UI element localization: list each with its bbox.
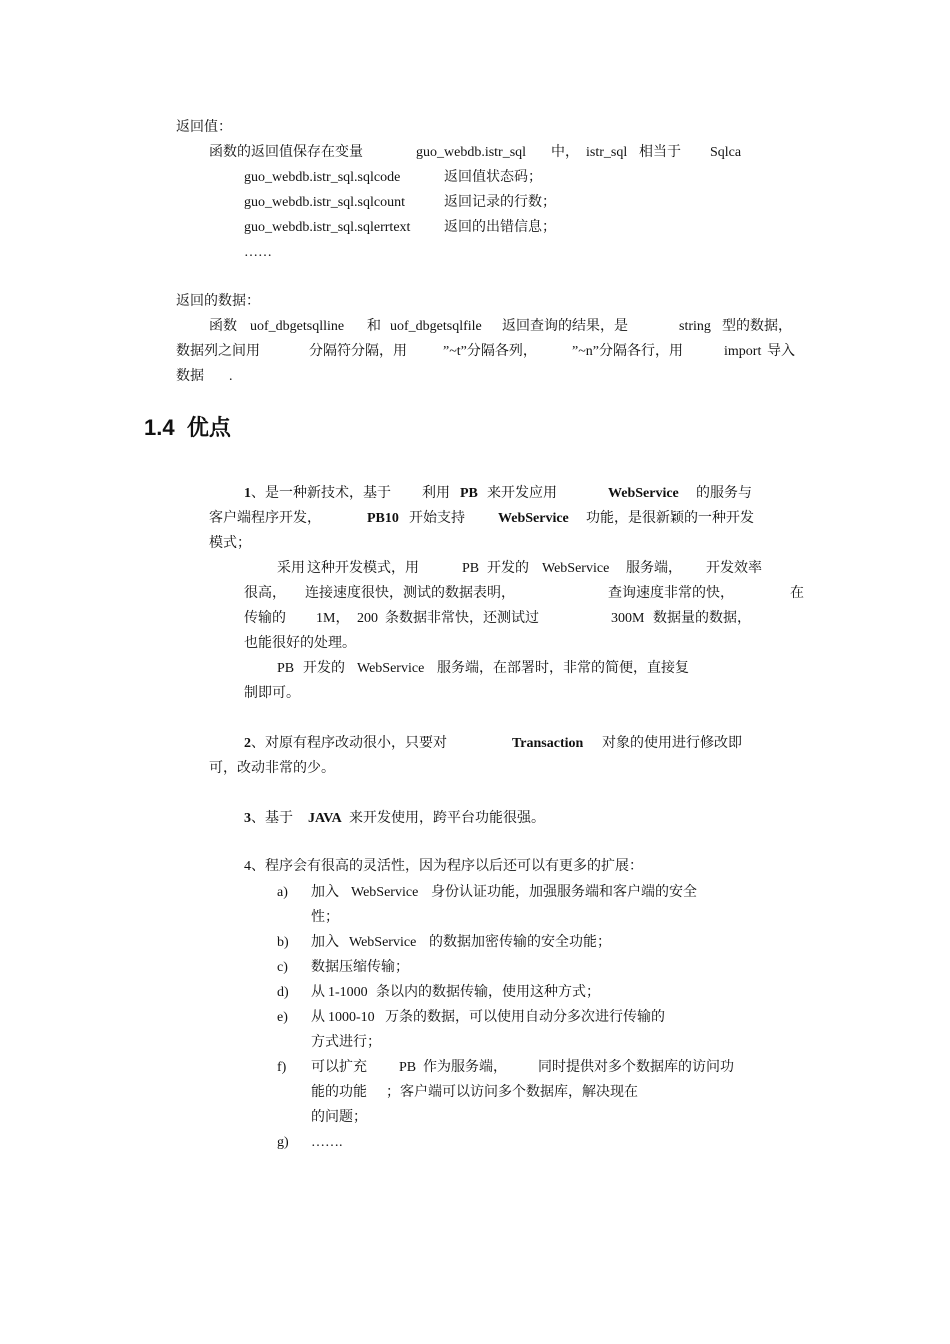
return-desc-d: istr_sql [586, 145, 628, 160]
p1-l8-c: WebService [357, 661, 425, 676]
item-f-l1b: PB [399, 1060, 417, 1075]
data-l1-c: 和 [367, 319, 381, 334]
code-sqlerrtext: guo_webdb.istr_sql.sqlerrtext [244, 220, 411, 235]
return-desc-b: guo_webdb.istr_sql [416, 145, 527, 160]
p1-l7: 也能很好的处理。 [244, 636, 356, 651]
item-e-l1a: 从 [311, 1010, 325, 1025]
item-c-l1a: 数据压缩传输； [311, 960, 409, 975]
data-l1-d: uof_dbgetsqlfile [390, 319, 482, 334]
p1-l6-e: 300M [611, 611, 645, 626]
item-a-l1a: 加入 [311, 885, 339, 900]
returned-data-title: 返回的数据： [176, 294, 260, 309]
item-f-l2a: 能的功能 [311, 1085, 367, 1100]
item-d-l1a: 从 [311, 985, 325, 1000]
p1-l2-b: PB10 [367, 511, 399, 526]
return-desc-c: 中， [551, 145, 579, 160]
item-d-l1c: 条以内的数据传输，使用这种方式； [376, 985, 600, 1000]
p2-l2: 可，改动非常的少。 [209, 761, 335, 776]
item-f-l1a: 可以扩充 [311, 1060, 367, 1075]
data-l2-c: ”~t”分隔各列， [443, 344, 537, 359]
data-l2-d: ”~n”分隔各行，用 [572, 344, 684, 359]
return-value-title: 返回值： [176, 120, 232, 135]
list-marker-b: b) [277, 935, 289, 950]
p1-num: 1 [244, 486, 251, 501]
item-f-l1c: 作为服务端， [423, 1060, 507, 1075]
return-desc-e: 相当于 [639, 145, 681, 160]
p1-l1-e: WebService [608, 486, 679, 501]
data-l2-e: import [724, 344, 762, 359]
p1-l5-b: 连接速度很快，测试的数据表明， [305, 586, 515, 601]
p1-l8-b: 开发的 [303, 661, 345, 676]
p1-l6-f: 数据量的数据， [653, 611, 751, 626]
p2-l1-lead [244, 735, 447, 753]
p2-num: 2 [244, 736, 251, 751]
code-sqlcode: guo_webdb.istr_sql.sqlcode [244, 170, 401, 185]
p1-l1-f: 的服务与 [696, 486, 752, 501]
code-sqlcount: guo_webdb.istr_sql.sqlcount [244, 195, 405, 210]
p1-l2-d: WebService [498, 511, 569, 526]
section-title: 优点 [186, 415, 231, 440]
data-l1-e: 返回查询的结果，是 [502, 319, 628, 334]
list-marker-g: g) [277, 1135, 289, 1150]
item-b-l1a: 加入 [311, 935, 339, 950]
list-marker-f: f) [277, 1060, 287, 1075]
p1-l9: 制即可。 [244, 686, 300, 701]
p1-l4-a: 采用 [277, 561, 305, 576]
data-l1-g: 型的数据， [722, 319, 792, 334]
p1-l1-b: 利用 [422, 486, 450, 501]
data-l2-b: 分隔符分隔，用 [309, 344, 407, 359]
p1-l4-c: PB [462, 561, 480, 576]
p1-l6-b: 1M， [316, 611, 350, 626]
item-f-l3: 的问题； [311, 1110, 367, 1125]
p3-b: JAVA [308, 811, 342, 826]
item-g-l1a: ……. [311, 1135, 343, 1150]
return-desc-f: Sqlca [710, 145, 742, 160]
p1-l8-d: 服务端，在部署时，非常的简便，直接复 [437, 661, 689, 676]
item-a-l2: 性； [311, 910, 339, 925]
item-b-l1b: WebService [349, 935, 417, 950]
data-l3-b: . [229, 369, 233, 384]
code-sqlcount-desc: 返回记录的行数； [444, 195, 556, 210]
item-f-l1d: 同时提供对多个数据库的访问功 [538, 1060, 734, 1075]
p1-l1-d: 来开发应用 [487, 486, 557, 501]
p1-l6-d: 条数据非常快，还测试过 [385, 611, 539, 626]
data-l2-f: 导入 [767, 344, 795, 359]
section-heading [144, 414, 231, 442]
p1-l3: 模式； [209, 536, 251, 551]
list-marker-a: a) [277, 885, 288, 900]
item-d-l1b: 1-1000 [328, 985, 368, 1000]
item-a-l1c: 身份认证功能，加强服务端和客户端的安全 [431, 885, 697, 900]
list-marker-c: c) [277, 960, 288, 975]
p1-l8-a: PB [277, 661, 295, 676]
p3-a: 、基于 [251, 811, 293, 826]
p1-l4-g: 开发效率 [706, 561, 762, 576]
p1-l2-a: 客户端程序开发， [209, 511, 321, 526]
code-sqlerrtext-desc: 返回的出错信息； [444, 220, 556, 235]
code-sqlcode-desc: 返回值状态码； [444, 170, 542, 185]
section-number: 1.4 [144, 415, 175, 440]
p1-l4-f: 服务端， [626, 561, 682, 576]
p2-l1-c: 对象的使用进行修改即 [602, 736, 742, 751]
item-b-l1c: 的数据加密传输的安全功能； [429, 935, 611, 950]
item-e-l2: 方式进行； [311, 1035, 381, 1050]
p1-l4-d: 开发的 [487, 561, 529, 576]
p1-l4-e: WebService [542, 561, 610, 576]
p1-l4-b: 这种开发模式，用 [307, 561, 419, 576]
p1-l2-c: 开始支持 [409, 511, 465, 526]
data-l3-a: 数据 [176, 369, 204, 384]
p3-num: 3 [244, 811, 251, 826]
return-desc-a: 函数的返回值保存在变量 [209, 145, 363, 160]
p1-l5-d: 在 [790, 586, 804, 601]
p1-l1-c: PB [460, 486, 478, 501]
data-l2-a: 数据列之间用 [176, 344, 260, 359]
p4-intro: 4、程序会有很高的灵活性，因为程序以后还可以有更多的扩展： [244, 859, 643, 874]
data-l1-f: string [679, 319, 711, 334]
code-ellipsis: …… [244, 245, 272, 260]
item-f-l2b: ；客户端可以访问多个数据库，解决现在 [386, 1085, 638, 1100]
list-marker-e: e) [277, 1010, 288, 1025]
item-e-l1b: 1000-10 [328, 1010, 375, 1025]
p1-l2-e: 功能，是很新颖的一种开发 [586, 511, 754, 526]
data-l1-b: uof_dbgetsqlline [250, 319, 345, 334]
p1-l5-c: 查询速度非常的快， [608, 586, 734, 601]
p1-l6-c: 200 [357, 611, 378, 626]
p1-l1-a: 、是一种新技术，基于 [251, 486, 391, 501]
data-l1-a: 函数 [209, 319, 237, 334]
p2-l1-a: 、对原有程序改动很小，只要对 [251, 736, 447, 751]
p3-c: 来开发使用，跨平台功能很强。 [349, 811, 545, 826]
list-marker-d: d) [277, 985, 289, 1000]
p1-l5-a: 很高， [244, 586, 286, 601]
p3-lead [244, 810, 293, 828]
item-a-l1b: WebService [351, 885, 419, 900]
p1-l1-lead [244, 485, 391, 503]
item-e-l1c: 万条的数据，可以使用自动分多次进行传输的 [385, 1010, 665, 1025]
p2-l1-b: Transaction [512, 736, 584, 751]
p1-l6-a: 传输的 [244, 611, 286, 626]
